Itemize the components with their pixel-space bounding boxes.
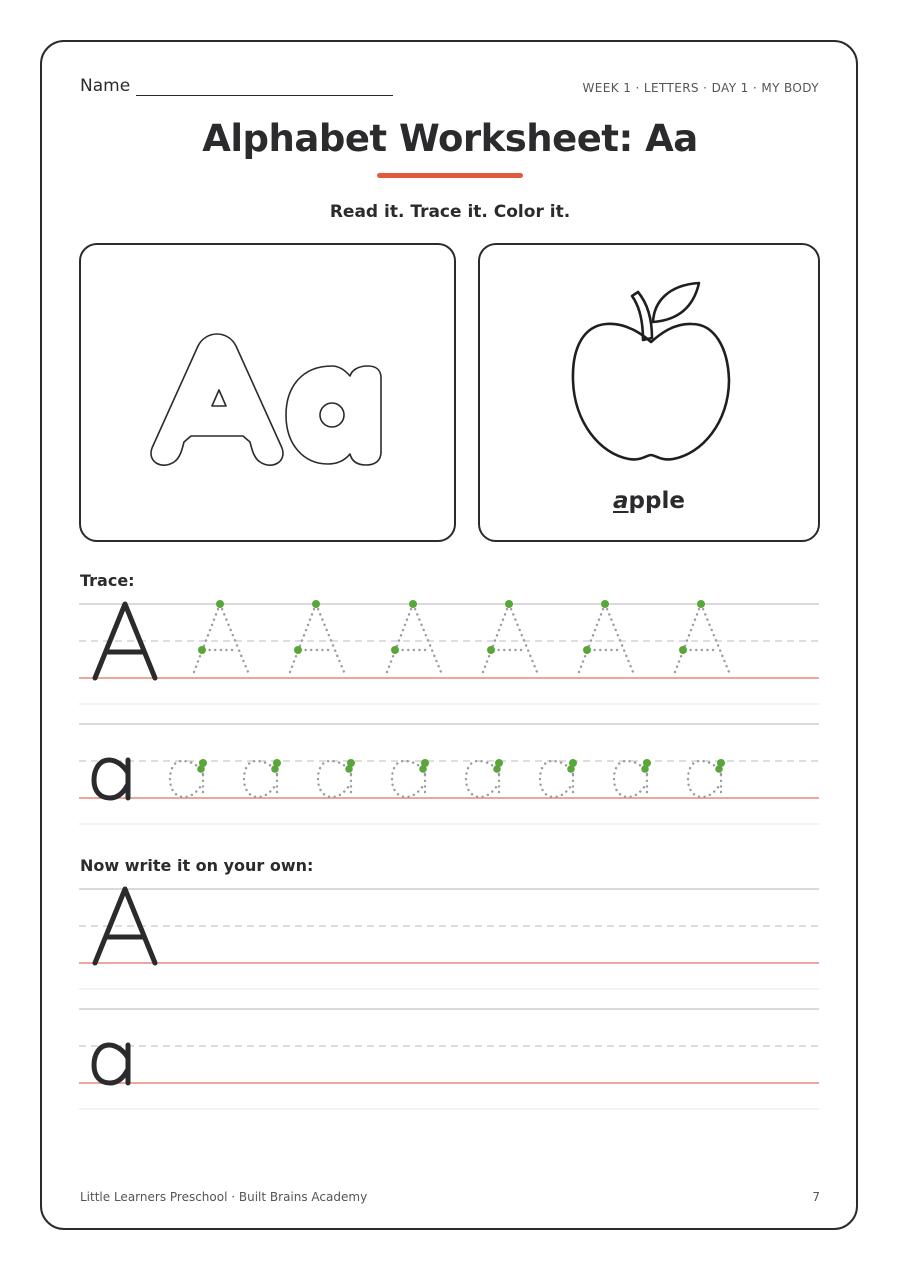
own-writing-heading: Now write it on your own: — [80, 856, 314, 875]
model-letter-lower-a — [94, 760, 128, 798]
word-first-letter: a — [613, 488, 629, 514]
instructions-subtitle: Read it. Trace it. Color it. — [329, 202, 571, 222]
name-label: Name — [80, 76, 131, 96]
page-number: 7 — [812, 1190, 820, 1204]
trace-row-upper[interactable] — [79, 600, 819, 704]
week-tag: WEEK 1 · LETTERS · DAY 1 · MY BODY — [582, 81, 819, 95]
write-row-lower[interactable] — [79, 1009, 819, 1109]
footer-school: Little Learners Preschool · Built Brains Academy — [80, 1190, 368, 1204]
trace-heading: Trace: — [80, 571, 135, 590]
page-title: Alphabet Worksheet: Aa — [202, 117, 698, 160]
write-row-upper[interactable] — [79, 889, 819, 989]
own-model-lower-a — [94, 1045, 128, 1083]
trace-row-lower[interactable] — [79, 724, 819, 824]
word-rest: pple — [628, 488, 685, 514]
